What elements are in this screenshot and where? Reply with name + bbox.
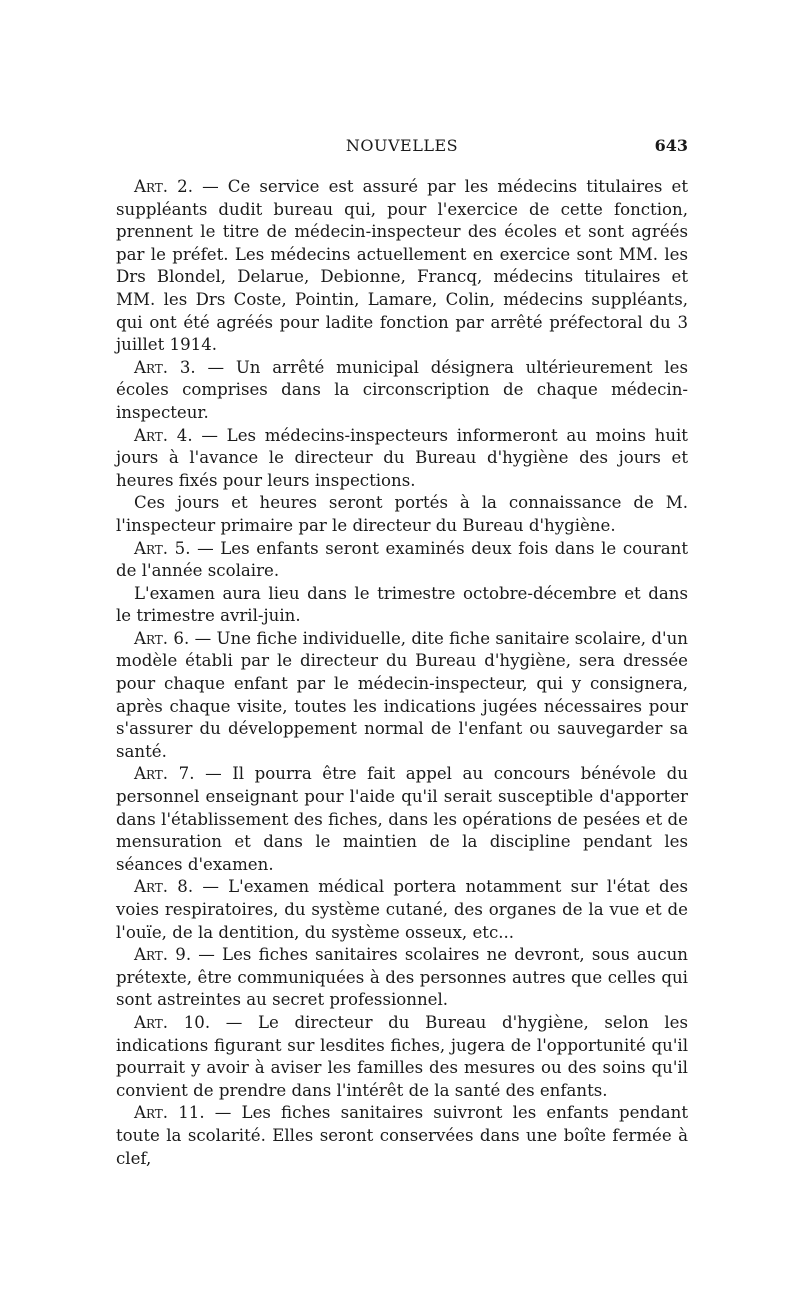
paragraph-text: Ces jours et heures seront portés à la connaissance de M. l'inspecteur primaire par le directeur du Bureau d'hygiène. — [116, 493, 688, 535]
article-paragraph — [116, 583, 688, 628]
article-paragraph — [116, 763, 688, 876]
paragraph-text: — L'examen médical portera notamment sur l'état des voies respiratoires, du système cutané, des organes de la vue et de l'ouïe, de la dentition, du système osseux, etc... — [116, 877, 688, 942]
article-paragraph — [116, 538, 688, 583]
page-number: 643 — [654, 136, 688, 155]
article-paragraph — [116, 628, 688, 764]
article-paragraph — [116, 492, 688, 537]
article-paragraph — [116, 1012, 688, 1102]
book-page — [116, 136, 688, 1170]
page-header — [116, 136, 688, 162]
article-label: Art. 11. — [134, 1103, 205, 1123]
paragraph-text: — Une fiche individuelle, dite fiche sanitaire scolaire, d'un modèle établi par le directeur du Bureau d'hygiène, sera dressée pour chaque enfant par le médecin-inspecteur, qui y consignera, après chaque visite, toutes les indications jugées nécessaires pour s'assurer du développement normal de l'enfant ou sauvegarder sa santé. — [116, 628, 688, 761]
paragraph-text: — Ce service est assuré par les médecins titulaires et suppléants dudit bureau qui, pour l'exercice de cette fonction, prennent le titre de médecin-inspecteur des écoles et sont agréés par le préfet. Les médecins actuellement en exercice sont MM. les Drs Blondel, Delarue, Debionne, Francq, médecins titulaires et MM. les Drs Coste, Pointin, Lamare, Colin, médecins suppléants, qui ont été agréés pour ladite fonction par arrêté préfectoral du 3 juillet 1914. — [116, 177, 688, 355]
paragraph-text: — Un arrêté municipal désignera ultérieurement les écoles comprises dans la circonscription de chaque médecin-inspecteur. — [116, 357, 688, 422]
article-label: Art. 6. — [134, 628, 190, 648]
article-label: Art. 9. — [134, 945, 192, 965]
article-paragraph — [116, 876, 688, 944]
paragraph-text: — Les fiches sanitaires suivront les enfants pendant toute la scolarité. Elles seront conservées dans une boîte fermée à clef, — [116, 1103, 688, 1168]
article-label: Art. 7. — [134, 764, 195, 784]
paragraph-text: — Le directeur du Bureau d'hygiène, selon les indications figurant sur lesdites fiches, jugera de l'opportunité qu'il pourrait y avoir à aviser les familles des mesures ou des soins qu'il convient de prendre dans l'intérêt de la santé des enfants. — [116, 1012, 688, 1100]
article-label: Art. 8. — [134, 877, 194, 897]
article-label: Art. 5. — [134, 538, 191, 558]
paragraph-text: — Les fiches sanitaires scolaires ne devront, sous aucun prétexte, être communiquées à des personnes autres que celles qui sont astreintes au secret professionnel. — [116, 945, 688, 1010]
article-paragraph — [116, 357, 688, 425]
article-paragraph — [116, 1102, 688, 1170]
running-title: NOUVELLES — [345, 136, 459, 155]
article-label: Art. 3. — [134, 357, 196, 377]
article-label: Art. 2. — [134, 177, 194, 196]
body-text — [116, 176, 688, 1170]
article-paragraph — [116, 425, 688, 493]
article-label: Art. 10. — [134, 1012, 211, 1032]
article-paragraph — [116, 176, 688, 357]
article-label: Art. 4. — [134, 425, 193, 445]
paragraph-text: L'examen aura lieu dans le trimestre octobre-décembre et dans le trimestre avril-juin. — [116, 583, 688, 626]
paragraph-text: — Les enfants seront examinés deux fois dans le courant de l'année scolaire. — [116, 538, 688, 581]
paragraph-text: — Il pourra être fait appel au concours bénévole du personnel enseignant pour l'aide qu'il serait susceptible d'apporter dans l'établissement des fiches, dans les opérations de pesées et de mensuration et dans le maintien de la discipline pendant les séances d'examen. — [116, 764, 688, 874]
paragraph-text: — Les médecins-inspecteurs informeront au moins huit jours à l'avance le directeur du Bureau d'hygiène des jours et heures fixés pour leurs inspections. — [116, 425, 688, 490]
article-paragraph — [116, 944, 688, 1012]
